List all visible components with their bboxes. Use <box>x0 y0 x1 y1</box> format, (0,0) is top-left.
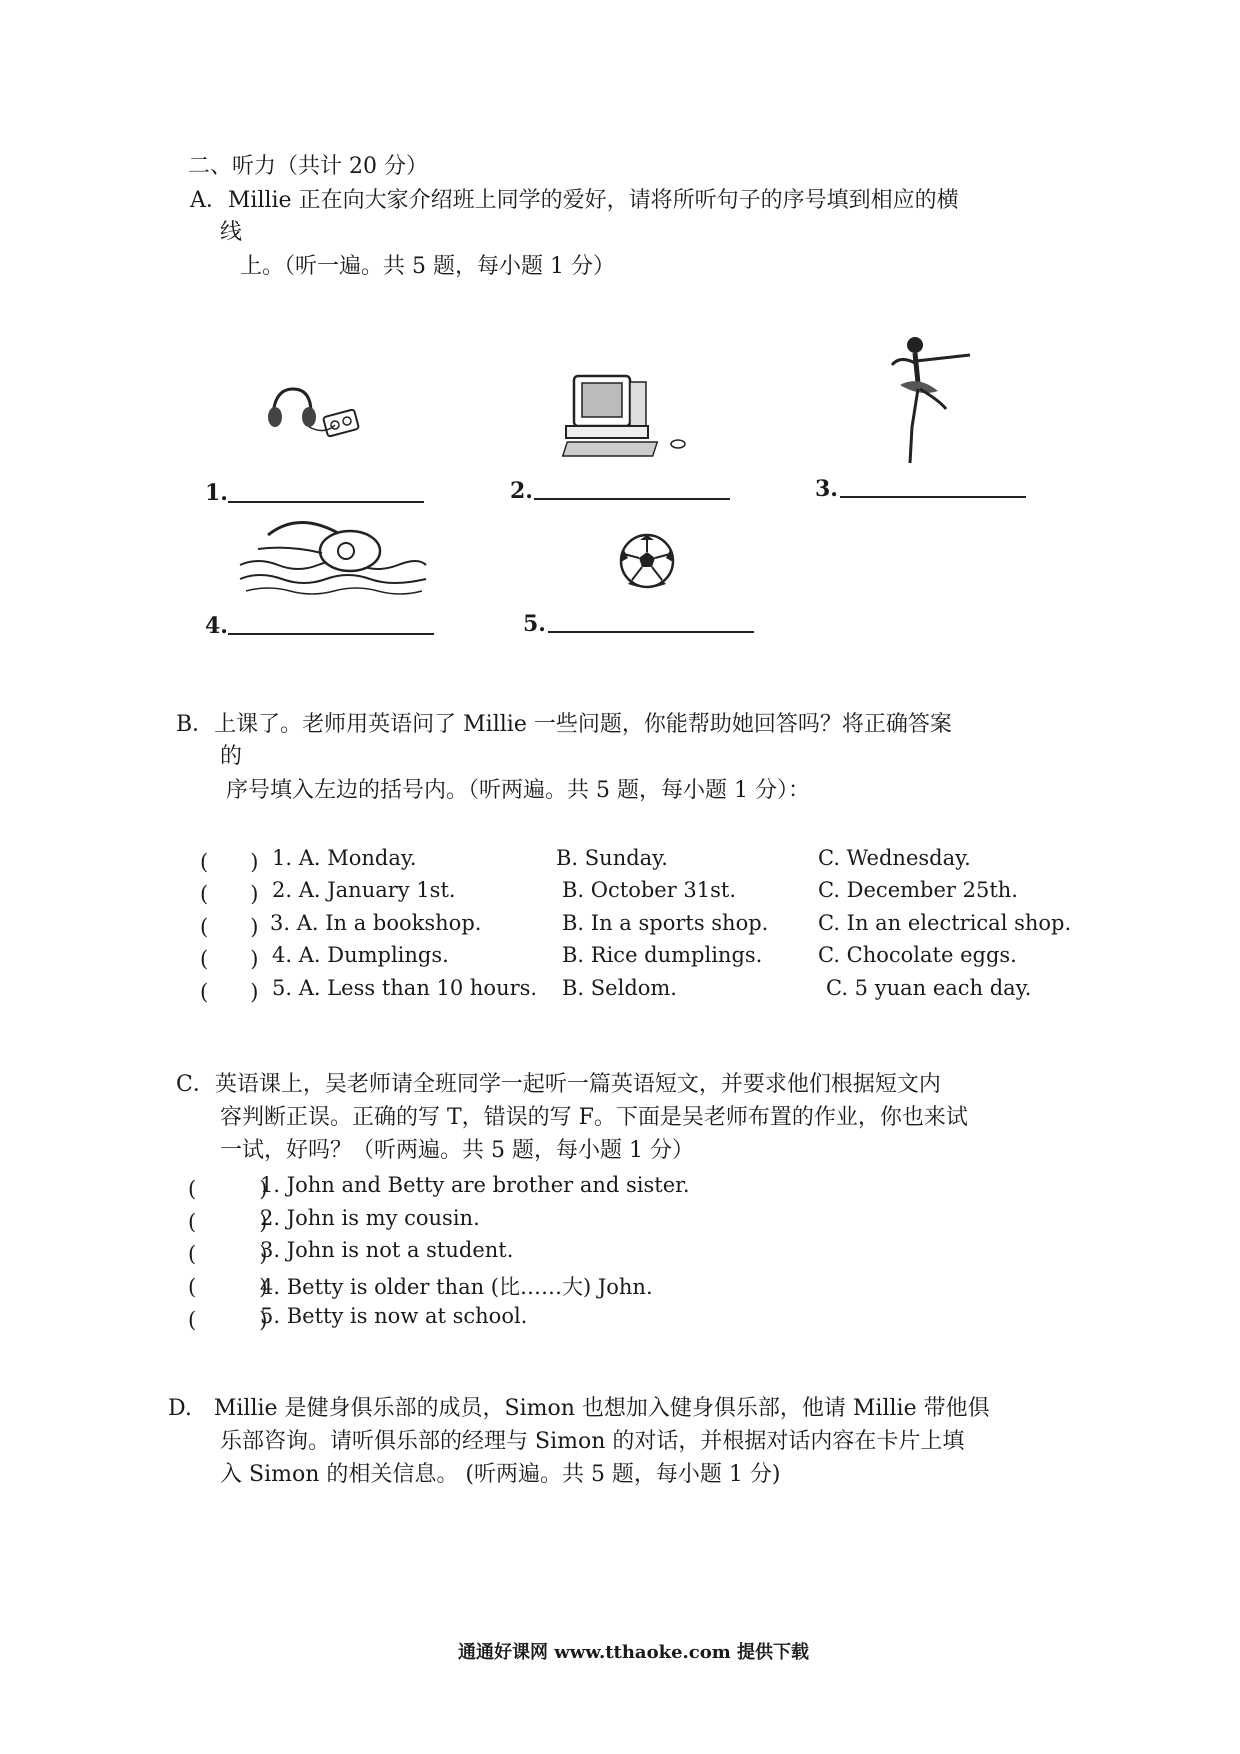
item-5-label: 5. <box>523 611 546 637</box>
item-3-label: 3. <box>815 476 838 502</box>
football-icon <box>618 532 676 590</box>
part-d-instruction-line2: 乐部咨询。请听俱乐部的经理与 Simon 的对话，并根据对话内容在卡片上填 <box>220 1429 965 1454</box>
statement-5-bracket[interactable]: ( ) <box>188 1308 268 1332</box>
item-4-label: 4. <box>205 613 228 639</box>
part-b-instruction-line2: 的 <box>220 744 243 769</box>
dancer-icon <box>860 335 990 465</box>
question-3-option-b: B. In a sports shop. <box>562 911 769 935</box>
part-b-instruction-line3: 序号填入左边的括号内。（听两遍。共 5 题，每小题 1 分）： <box>226 778 810 803</box>
statement-4-text: 4. Betty is older than (比……大) John. <box>260 1275 653 1299</box>
item-3-answer-line[interactable] <box>840 492 1026 498</box>
question-5-option-c: C. 5 yuan each day. <box>826 976 1032 1000</box>
item-2-answer-line[interactable] <box>534 494 730 500</box>
question-2-option-c: C. December 25th. <box>818 878 1018 902</box>
question-1-option-c: C. Wednesday. <box>818 846 971 870</box>
statement-5-text: 5. Betty is now at school. <box>260 1304 528 1328</box>
part-a-instruction-line2: 线 <box>220 220 243 245</box>
statement-1-text: 1. John and Betty are brother and sister. <box>260 1173 690 1197</box>
question-4-option-b: B. Rice dumplings. <box>562 943 763 967</box>
part-c-instruction-line3: 一试，好吗？（听两遍。共 5 题，每小题 1 分） <box>220 1138 694 1163</box>
question-3-option-c: C. In an electrical shop. <box>818 911 1072 935</box>
statement-3-bracket[interactable]: ( ) <box>188 1242 268 1266</box>
part-b-instruction-line1: B．上课了。老师用英语问了 Millie 一些问题，你能帮助她回答吗？将正确答案 <box>176 712 952 737</box>
item-2-label: 2. <box>510 478 533 504</box>
question-4-bracket[interactable]: ( ) <box>200 947 259 971</box>
part-c-instruction-line2: 容判断正误。正确的写 T，错误的写 F。下面是吴老师布置的作业，你也来试 <box>220 1105 968 1130</box>
item-1-answer-line[interactable] <box>228 497 424 503</box>
question-5-option-b: B. Seldom. <box>562 976 677 1000</box>
item-4-answer-line[interactable] <box>228 629 434 635</box>
question-5-bracket[interactable]: ( ) <box>200 980 259 1004</box>
part-d-instruction-line3: 入 Simon 的相关信息。 (听两遍。共 5 题，每小题 1 分) <box>220 1462 781 1487</box>
question-3-bracket[interactable]: ( ) <box>200 915 259 939</box>
question-4-option-c: C. Chocolate eggs. <box>818 943 1017 967</box>
question-2-option-b: B. October 31st. <box>562 878 737 902</box>
question-1-option-a: 1. A. Monday. <box>272 846 417 870</box>
statement-4-bracket[interactable]: ( ) <box>188 1275 268 1299</box>
item-1-label: 1. <box>205 480 228 506</box>
question-2-bracket[interactable]: ( ) <box>200 882 259 906</box>
statement-2-bracket[interactable]: ( ) <box>188 1210 268 1234</box>
question-1-option-b: B. Sunday. <box>556 846 668 870</box>
statement-3-text: 3. John is not a student. <box>260 1238 514 1262</box>
item-5-answer-line[interactable] <box>548 627 754 633</box>
part-d-instruction-line1: D. Millie 是健身俱乐部的成员，Simon 也想加入健身俱乐部，他请 Millie 带他俱 <box>168 1396 990 1421</box>
part-a-instruction-line1: A．Millie 正在向大家介绍班上同学的爱好，请将所听句子的序号填到相应的横 <box>190 188 959 213</box>
question-4-option-a: 4. A. Dumplings. <box>272 943 449 967</box>
swimmer-icon <box>238 505 428 600</box>
footer-credit: 通通好课网 www.tthaoke.com 提供下载 <box>458 1642 810 1663</box>
statement-1-bracket[interactable]: ( ) <box>188 1177 268 1201</box>
statement-2-text: 2. John is my cousin. <box>260 1206 480 1230</box>
question-5-option-a: 5. A. Less than 10 hours. <box>272 976 538 1000</box>
section-title: 二、听力（共计 20 分） <box>188 154 428 179</box>
headphones-icon <box>265 385 365 445</box>
question-3-option-a: 3. A. In a bookshop. <box>270 911 482 935</box>
part-c-instruction-line1: C．英语课上，吴老师请全班同学一起听一篇英语短文，并要求他们根据短文内 <box>176 1072 941 1097</box>
question-2-option-a: 2. A. January 1st. <box>272 878 456 902</box>
part-a-instruction-line3: 上。（听一遍。共 5 题，每小题 1 分） <box>240 254 615 279</box>
question-1-bracket[interactable]: ( ) <box>200 850 259 874</box>
computer-icon <box>560 372 690 460</box>
